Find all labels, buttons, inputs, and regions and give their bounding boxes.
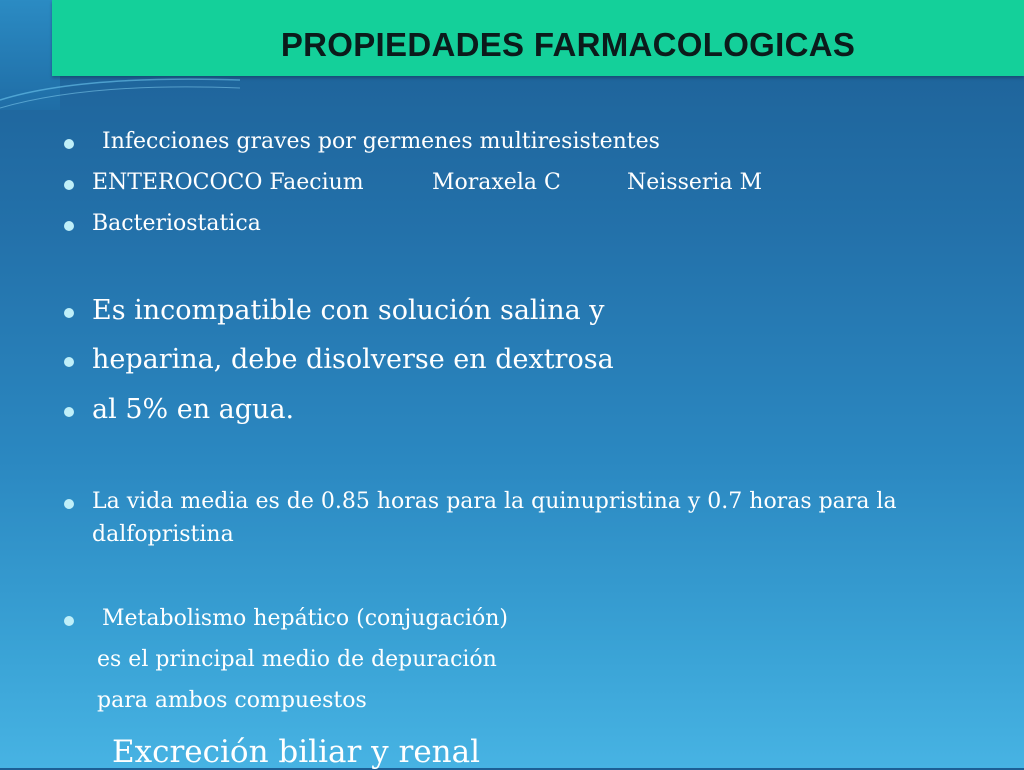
bullet-text-metabolismo: Metabolismo hepático (conjugación) <box>102 606 508 631</box>
bullet-icon <box>64 407 74 417</box>
bullet-text-al5: al 5% en agua. <box>92 394 295 425</box>
text-compuestos: para ambos compuestos <box>97 688 367 713</box>
bullet-icon <box>64 499 74 509</box>
bullet-icon <box>64 616 74 626</box>
bullet-icon <box>64 357 74 367</box>
bullet-text-vida-media-1: La vida media es de 0.85 horas para la quinupristina y 0.7 horas para la <box>92 489 897 514</box>
title-bar <box>52 0 1024 76</box>
slide-title: PROPIEDADES FARMACOLOGICAS <box>280 26 856 63</box>
bullet-text-infecciones: Infecciones graves por germenes multiresistentes <box>102 129 660 154</box>
text-excrecion: Excreción biliar y renal <box>112 734 481 770</box>
bullet-text-enterococo: ENTEROCOCO Faecium <box>92 170 364 195</box>
bullet-text-vida-media-2: dalfopristina <box>92 522 234 547</box>
bullet-text-incompatible: Es incompatible con solución salina y <box>92 295 605 326</box>
bullet-icon <box>64 221 74 231</box>
text-depuracion: es el principal medio de depuración <box>97 647 497 672</box>
bullet-text-bacteriostatica: Bacteriostatica <box>92 211 261 236</box>
bullet-icon <box>64 180 74 190</box>
bullet-icon <box>64 139 74 149</box>
bullet-text-neisseria: Neisseria M <box>627 170 763 195</box>
bullet-text-heparina: heparina, debe disolverse en dextrosa <box>92 344 614 375</box>
bullet-icon <box>64 308 74 318</box>
bullet-text-moraxela: Moraxela C <box>432 170 561 195</box>
swoosh-decoration <box>0 70 240 120</box>
